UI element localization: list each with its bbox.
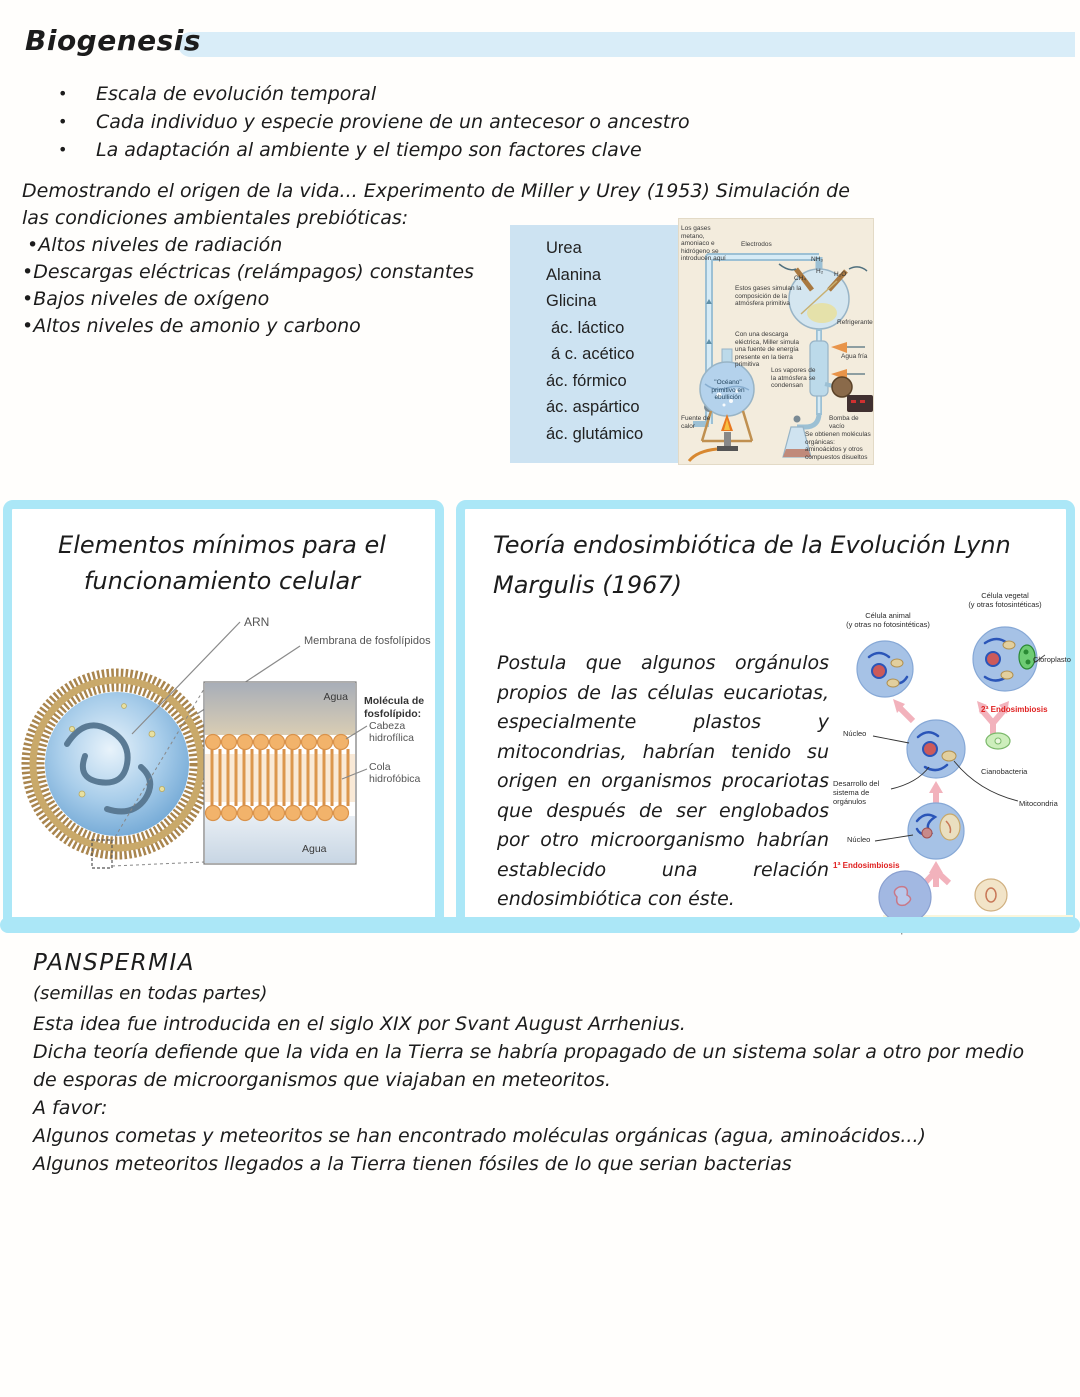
organelles-label — [833, 779, 893, 806]
conditions-list — [22, 232, 474, 340]
panspermia-line: Algunos cometas y meteoritos se han encontrado moléculas orgánicas (agua, aminoácidos...) — [33, 1125, 926, 1147]
panspermia-title: PANSPERMIA — [33, 950, 196, 976]
membrane-label: Membrana de fosfolípidos — [304, 635, 431, 647]
panspermia-line: Esta idea fue introducida en el siglo XIX por Svant August Arrhenius. — [33, 1013, 686, 1035]
miller-gas-ch4: CH₄ — [794, 275, 807, 282]
panspermia-line: A favor: — [33, 1097, 108, 1119]
molecule-label: fosfolípido: — [364, 708, 422, 720]
bullet-icon: • — [58, 140, 68, 159]
endo-card-title: Teoría endosimbiótica de la Evolución Lynn Margulis (1967) — [493, 531, 1011, 599]
miller-vapors-note: Los vapores de la atmósfera se condensan — [771, 367, 816, 389]
miller-vacuum-pump-label: Bomba de vacío — [829, 415, 859, 430]
tail-label: hidrofóbica — [369, 773, 421, 785]
intro-paragraph: Demostrando el origen de la vida... Experimento de Miller y Urey (1953) Simulación de las condiciones ambientales prebióticas: — [22, 180, 850, 229]
organelles-line3: orgánulos — [833, 797, 866, 806]
miller-intake-label: Los gases metano, amoniaco e hidrógeno se introducen aquí — [681, 225, 726, 262]
miller-gases-note: Estos gases simulan la composición de la atmósfera primitiva — [735, 285, 802, 307]
product-item: Alanina — [546, 265, 602, 284]
organelles-line2: sistema de — [833, 788, 870, 797]
endosymbiosis-diagram — [833, 589, 1078, 929]
condition-item: •Bajos niveles de oxígeno — [22, 288, 270, 310]
condition-item: •Altos niveles de amonio y carbono — [22, 315, 361, 337]
water-top-label: Agua — [323, 691, 348, 703]
product-item: ác. aspártico — [546, 398, 640, 416]
miller-result-note: Se obtienen moléculas orgánicas: aminoácidos y otros compuestos disueltos — [805, 431, 871, 461]
bullet-icon: • — [58, 112, 68, 131]
arn-label: ARN — [244, 615, 270, 629]
section-divider-bar — [0, 917, 1080, 933]
product-item: Urea — [546, 239, 582, 257]
head-label: hidrofílica — [369, 732, 414, 744]
panspermia-line: Dicha teoría defiende que la vida en la Tierra se habría propagado de un sistema solar a otro por medio de esporas de microorganismos que viajaban en meteoritos. — [33, 1041, 1025, 1091]
miller-heat-source-label: Fuente de calor — [681, 415, 711, 430]
product-item: á c. acético — [551, 345, 635, 363]
miller-refrigerant-label: Refrigerante — [837, 319, 873, 326]
condition-item: •Altos niveles de radiación — [27, 234, 283, 256]
plant-cell-label — [945, 591, 1065, 609]
panspermia-section — [33, 950, 1053, 1178]
miller-cold-water-label: Agua fría — [841, 353, 868, 360]
miller-ocean-label: "Océano" primitivo en ebullición — [711, 379, 745, 401]
miller-products-box — [510, 225, 678, 463]
tail-label: Cola — [369, 761, 391, 773]
nucleus-upper-label: Núcleo — [843, 729, 867, 738]
endosymbiosis-card — [456, 500, 1075, 933]
intro-bullet-list — [58, 84, 690, 168]
bullet-text: Cada individuo y especie proviene de un antecesor o ancestro — [96, 111, 690, 133]
panspermia-subtitle: (semillas en todas partes) — [33, 983, 268, 1004]
animal-cell-line2: (y otras no fotosintéticas) — [846, 620, 930, 629]
plant-cell-line1: Célula vegetal — [981, 591, 1029, 600]
mitochondria-label: Mitocondria — [1019, 799, 1058, 808]
cell-card-title: Elementos mínimos para el funcionamiento celular — [58, 531, 386, 595]
endo-paragraph: Postula que algunos orgánulos propios de las células eucariotas, especialmente plastos y mitocondrias, habrían tenido su origen en organismos procariotas que después de ser englobados por otro microorganismo habrían establecido una relación endosimbiótica con éste. — [497, 652, 829, 910]
miller-electrodes-label: Electrodos — [741, 241, 772, 248]
chloroplast-label: Cloroplasto — [1033, 655, 1071, 664]
miller-discharge-note: Con una descarga eléctrica, Miller simula una fuente de energía presente en la tierra primitiva — [735, 331, 799, 368]
bullet-text: Escala de evolución temporal — [96, 83, 377, 105]
cyanobacteria-label: Cianobacteria — [981, 767, 1028, 776]
list-item — [58, 112, 690, 132]
panspermia-line: Algunos meteoritos llegados a la Tierra tienen fósiles de lo que serian bacterias — [33, 1153, 792, 1175]
title-highlight-bar — [178, 32, 1075, 57]
protocell-illustration — [12, 594, 435, 924]
second-endosymbiosis-label: 2ª Endosimbiosis — [981, 705, 1048, 714]
first-endosymbiosis-label: 1ª Endosimbiosis — [833, 861, 900, 870]
molecule-label: Molécula de — [364, 695, 425, 707]
water-bottom-label: Agua — [302, 843, 327, 855]
product-item: Glicina — [546, 292, 597, 310]
list-item — [58, 140, 690, 160]
nucleus-lower-label: Núcleo — [847, 835, 871, 844]
animal-cell-label — [833, 611, 943, 629]
condition-item: •Descargas eléctricas (relámpagos) constantes — [22, 261, 474, 283]
head-label: Cabeza — [369, 720, 406, 732]
product-item: ác. fórmico — [546, 371, 627, 390]
organelles-line1: Desarrollo del — [833, 779, 880, 788]
miller-urey-diagram — [678, 218, 874, 465]
bullet-text: La adaptación al ambiente y el tiempo son factores clave — [96, 139, 642, 161]
animal-cell-line1: Célula animal — [865, 611, 911, 620]
miller-gas-h2o: H₂O — [834, 271, 847, 278]
bullet-icon: • — [58, 84, 68, 103]
miller-gas-h2: H₂ — [816, 268, 824, 275]
page-title: Biogenesis — [25, 24, 202, 57]
endosymbiosis-illustration — [833, 589, 1078, 929]
list-item — [58, 84, 690, 104]
cell-elements-card — [3, 500, 444, 933]
plant-cell-line2: (y otras fotosintéticas) — [968, 600, 1042, 609]
product-item: ác. láctico — [551, 318, 625, 337]
miller-gas-nh3: NH₃ — [811, 256, 824, 263]
product-item: ác. glutámico — [546, 424, 644, 443]
